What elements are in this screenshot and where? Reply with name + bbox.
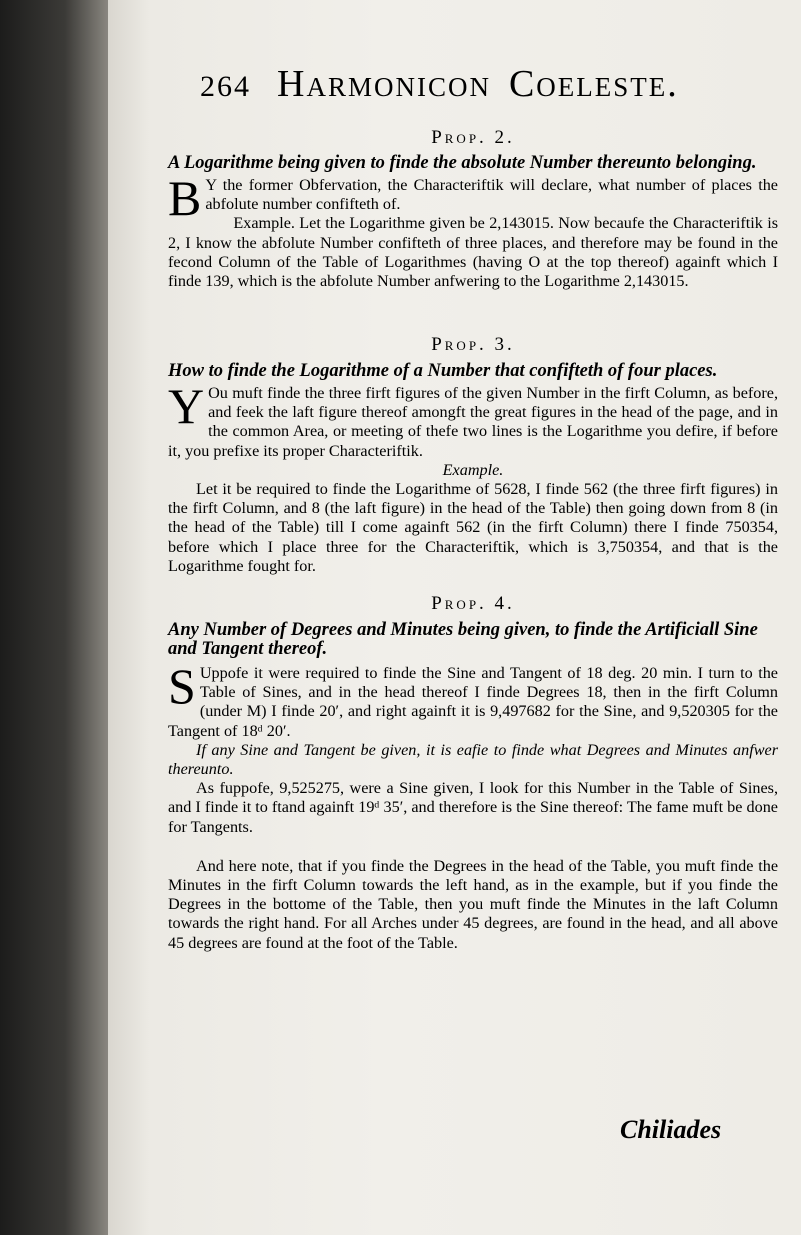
prop2-body	[168, 170, 778, 291]
running-header	[200, 62, 800, 106]
prop4-paragraph-2: If any Sine and Tangent be given, it is eafie to finde what Degrees and Minutes anfwer thereunto.	[168, 740, 778, 779]
prop4-dropcap: S	[168, 658, 196, 714]
prop3-heading: Prop. 3.	[431, 334, 515, 355]
page-number: 264	[200, 70, 251, 103]
prop4-heading: Prop. 4.	[431, 593, 515, 614]
header-title-1: Harmonicon	[277, 63, 491, 105]
prop3-paragraph-1: Ou muft finde the three firft figures of the given Number in the firft Column, as before, and feek the laft figure thereof amongft the great figures in the head of the page, and in the common Area, or meeting of thefe two lines is the Logarithme you defire, if before it, you prefixe its proper Characteriftik.	[168, 384, 778, 460]
prop2-dropcap: B	[168, 170, 202, 226]
prop3-dropcap: Y	[168, 378, 205, 434]
prop2-paragraph-1: Y the former Obfervation, the Characteriftik will declare, what number of places the abfolute number confifteth of.	[205, 176, 778, 214]
prop3-example-label: Example.	[442, 460, 504, 479]
prop2-title: A Logarithme being given to finde the absolute Number thereunto belonging.	[168, 153, 757, 173]
prop3-body	[168, 378, 778, 576]
header-title-2: Coeleste.	[508, 63, 679, 105]
prop4-body	[168, 658, 778, 953]
prop3-paragraph-2: Let it be required to finde the Logarithme of 5628, I finde 562 (the three firft figures) in the firft Column, and 8 (the laft figure) in the head of the Table) then going down from 8 (in the head of the Table) till I come againft 562 (in the firft Column) there I finde 750354, before which I place three for the Characteriftik, which is 3,750354, and that is the Logarithme fought for.	[168, 480, 778, 575]
prop2-paragraph-2: Example. Let the Logarithme given be 2,143015. Now becaufe the Characteriftik is 2, I know the abfolute Number confifteth of three places, and therefore may be found in the fecond Column of the Table of Logarithmes (having O at the top thereof) againft which I finde 139, which is the abfolute Number anfwering to the Logarithme 2,143015.	[168, 214, 778, 291]
binding-gutter	[0, 0, 108, 1235]
prop4-title: Any Number of Degrees and Minutes being given, to finde the Artificiall Sine and Tangent thereof.	[168, 620, 758, 660]
prop4-paragraph-1: Uppofe it were required to finde the Sine and Tangent of 18 deg. 20 min. I turn to the Table of Sines, and in the head thereof I finde Degrees 18, then in the firft Column (under M) I finde 20′, and right againft it is 9,497682 for the Sine, and 9,520305 for the Tangent of 18ᵈ 20′.	[168, 664, 778, 740]
prop4-paragraph-4: And here note, that if you finde the Degrees in the head of the Table, you muft finde the Minutes in the firft Column towards the left hand, as in the example, but if you finde the Degrees in the bottome of the Table, then you muft finde the Minutes in the laft Column towards the right hand. For all Arches under 45 degrees, are found in the head, and all above 45 degrees are found at the foot of the Table.	[168, 856, 778, 952]
catchword: Chiliades	[620, 1115, 722, 1144]
prop4-paragraph-3: As fuppofe, 9,525275, were a Sine given, I look for this Number in the Table of Sines, and I finde it to ftand againft 19ᵈ 35′, and therefore is the Sine thereof: The fame muft be done for Tangents.	[168, 779, 778, 836]
prop3-title: How to finde the Logarithme of a Number that confifteth of four places.	[168, 361, 718, 381]
prop2-heading: Prop. 2.	[431, 127, 515, 148]
